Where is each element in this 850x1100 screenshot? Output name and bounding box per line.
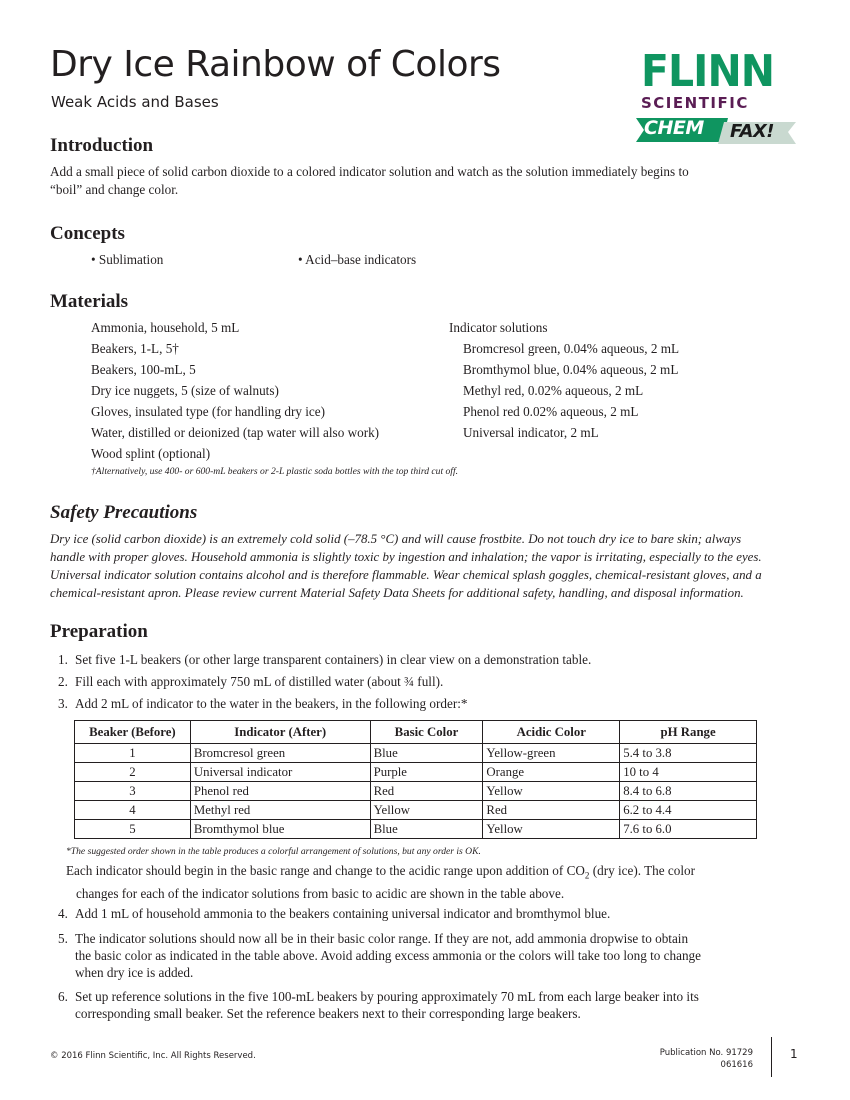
step-number: 3. — [58, 696, 68, 711]
column-header: Acidic Color — [483, 721, 620, 744]
preparation-heading: Preparation — [50, 621, 148, 642]
table-cell: Yellow — [483, 820, 620, 839]
step-line: The indicator solutions should now all be in their basic color range. If they are not, add ammonia dropwise to obtain — [75, 931, 689, 946]
table-cell: 7.6 to 6.0 — [620, 820, 757, 839]
page-number: 1 — [790, 1047, 798, 1061]
logo-flinn-text: FLINN — [641, 46, 775, 97]
materials-footnote: †Alternatively, use 400- or 600-mL beakers or 2-L plastic soda bottles with the top third cut off. — [91, 466, 459, 477]
footer-divider — [771, 1037, 772, 1077]
safety-line: handle with proper gloves. Household ammonia is slightly toxic by ingestion and inhalation; the vapor is irritating, especially to the eyes. — [50, 550, 762, 564]
table-cell: 5.4 to 3.8 — [620, 744, 757, 763]
table-cell: Yellow-green — [483, 744, 620, 763]
step-text: Set five 1-L beakers (or other large transparent containers) in clear view on a demonstration table. — [75, 652, 592, 667]
table-cell: 4 — [75, 801, 191, 820]
column-header: Indicator (After) — [190, 721, 370, 744]
publication-number: Publication No. 91729 — [659, 1048, 753, 1058]
step-line: Set up reference solutions in the five 100-mL beakers by pouring approximately 70 mL from each large beaker into its — [75, 989, 699, 1004]
step-number: 1. — [58, 652, 68, 667]
indicator-solutions-heading: Indicator solutions — [449, 320, 548, 335]
material-item: Wood splint (optional) — [91, 446, 211, 461]
table-note — [66, 862, 695, 902]
table-cell: Blue — [370, 820, 483, 839]
table-cell: Bromcresol green — [190, 744, 370, 763]
material-item: Universal indicator, 2 mL — [463, 425, 599, 440]
material-item: Dry ice nuggets, 5 (size of walnuts) — [91, 383, 279, 398]
material-item: Beakers, 100-mL, 5 — [91, 362, 196, 377]
publication-code: 061616 — [720, 1060, 753, 1070]
introduction-heading: Introduction — [50, 135, 154, 156]
step-line: corresponding small beaker. Set the reference beakers next to their corresponding large beakers. — [75, 1006, 581, 1021]
introduction-text — [50, 163, 689, 199]
safety-heading: Safety Precautions — [50, 502, 198, 523]
table-cell: 6.2 to 4.4 — [620, 801, 757, 820]
material-item: Ammonia, household, 5 mL — [91, 320, 240, 335]
page-subtitle: Weak Acids and Bases — [51, 93, 219, 111]
material-item: Bromcresol green, 0.04% aqueous, 2 mL — [463, 341, 680, 356]
logo-scientific-text: SCIENTIFIC — [641, 94, 749, 112]
table-cell: Orange — [483, 763, 620, 782]
material-item: Beakers, 1-L, 5† — [91, 341, 179, 356]
step-line: the basic color as indicated in the table above. Avoid adding excess ammonia or the colors will take too long to change — [75, 948, 701, 963]
introduction-line: Add a small piece of solid carbon dioxide to a colored indicator solution and watch as the solution immediately begins to — [50, 164, 689, 179]
column-header: pH Range — [620, 721, 757, 744]
table-cell: Purple — [370, 763, 483, 782]
table-cell: Phenol red — [190, 782, 370, 801]
table-cell: 1 — [75, 744, 191, 763]
step-text — [75, 930, 701, 981]
table-cell: 8.4 to 6.8 — [620, 782, 757, 801]
safety-text — [50, 530, 762, 602]
table-row — [75, 782, 757, 801]
table-row — [75, 763, 757, 782]
table-row — [75, 744, 757, 763]
table-cell: Red — [483, 801, 620, 820]
step-line: when dry ice is added. — [75, 965, 194, 980]
step-number: 5. — [58, 931, 68, 946]
table-cell: 2 — [75, 763, 191, 782]
material-item: Water, distilled or deionized (tap water will also work) — [91, 425, 380, 440]
copyright: © 2016 Flinn Scientific, Inc. All Rights Reserved. — [50, 1051, 256, 1061]
materials-heading: Materials — [50, 291, 129, 312]
table-cell: Bromthymol blue — [190, 820, 370, 839]
table-cell: Yellow — [483, 782, 620, 801]
page-title: Dry Ice Rainbow of Colors — [50, 44, 501, 85]
step-text — [75, 988, 699, 1022]
note-text: (dry ice). The color — [589, 863, 695, 878]
material-item: Phenol red 0.02% aqueous, 2 mL — [463, 404, 639, 419]
step-text: Add 1 mL of household ammonia to the beakers containing universal indicator and bromthymol blue. — [75, 906, 611, 921]
table-cell: Red — [370, 782, 483, 801]
introduction-line: “boil” and change color. — [50, 182, 179, 197]
table-cell: Blue — [370, 744, 483, 763]
table-cell: Yellow — [370, 801, 483, 820]
logo-fax-text: FAX! — [730, 121, 774, 142]
material-item: Gloves, insulated type (for handling dry ice) — [91, 404, 326, 419]
step-number: 4. — [58, 906, 68, 921]
step-number: 2. — [58, 674, 68, 689]
concept-item: • Acid–base indicators — [298, 252, 417, 267]
table-cell: Universal indicator — [190, 763, 370, 782]
table-footnote: *The suggested order shown in the table produces a colorful arrangement of solutions, but any order is OK. — [66, 846, 481, 857]
note-text: Each indicator should begin in the basic range and change to the acidic range upon addition of CO — [66, 863, 585, 878]
table-note-line — [66, 862, 695, 885]
concept-item: • Sublimation — [91, 252, 164, 267]
step-text: Add 2 mL of indicator to the water in the beakers, in the following order:* — [75, 696, 468, 711]
table-note-line: changes for each of the indicator solutions from basic to acidic are shown in the table above. — [76, 885, 565, 901]
column-header: Basic Color — [370, 721, 483, 744]
indicator-table — [74, 720, 757, 839]
table-cell: Methyl red — [190, 801, 370, 820]
step-number: 6. — [58, 989, 68, 1004]
table-cell: 10 to 4 — [620, 763, 757, 782]
safety-line: chemical-resistant apron. Please review current Material Safety Data Sheets for additional safety, handling, and disposal information. — [50, 586, 744, 600]
table-header-row — [75, 721, 757, 744]
logo-chem-text: CHEM — [644, 117, 704, 139]
safety-line: Universal indicator solution contains alcohol and is therefore flammable. Wear chemical splash goggles, chemical-resistant gloves, and a — [50, 568, 762, 582]
subscript: 2 — [584, 870, 590, 881]
safety-line: Dry ice (solid carbon dioxide) is an extremely cold solid (–78.5 °C) and will cause frostbite. Do not touch dry ice to bare skin; always — [50, 532, 742, 546]
table-cell: 3 — [75, 782, 191, 801]
flinn-logo — [636, 46, 801, 150]
step-text: Fill each with approximately 750 mL of distilled water (about ¾ full). — [75, 674, 444, 689]
table-row — [75, 820, 757, 839]
table-cell: 5 — [75, 820, 191, 839]
publication-info — [660, 1047, 753, 1071]
material-item: Bromthymol blue, 0.04% aqueous, 2 mL — [463, 362, 679, 377]
material-item: Methyl red, 0.02% aqueous, 2 mL — [463, 383, 644, 398]
concepts-heading: Concepts — [50, 223, 125, 244]
column-header: Beaker (Before) — [75, 721, 191, 744]
table-row — [75, 801, 757, 820]
